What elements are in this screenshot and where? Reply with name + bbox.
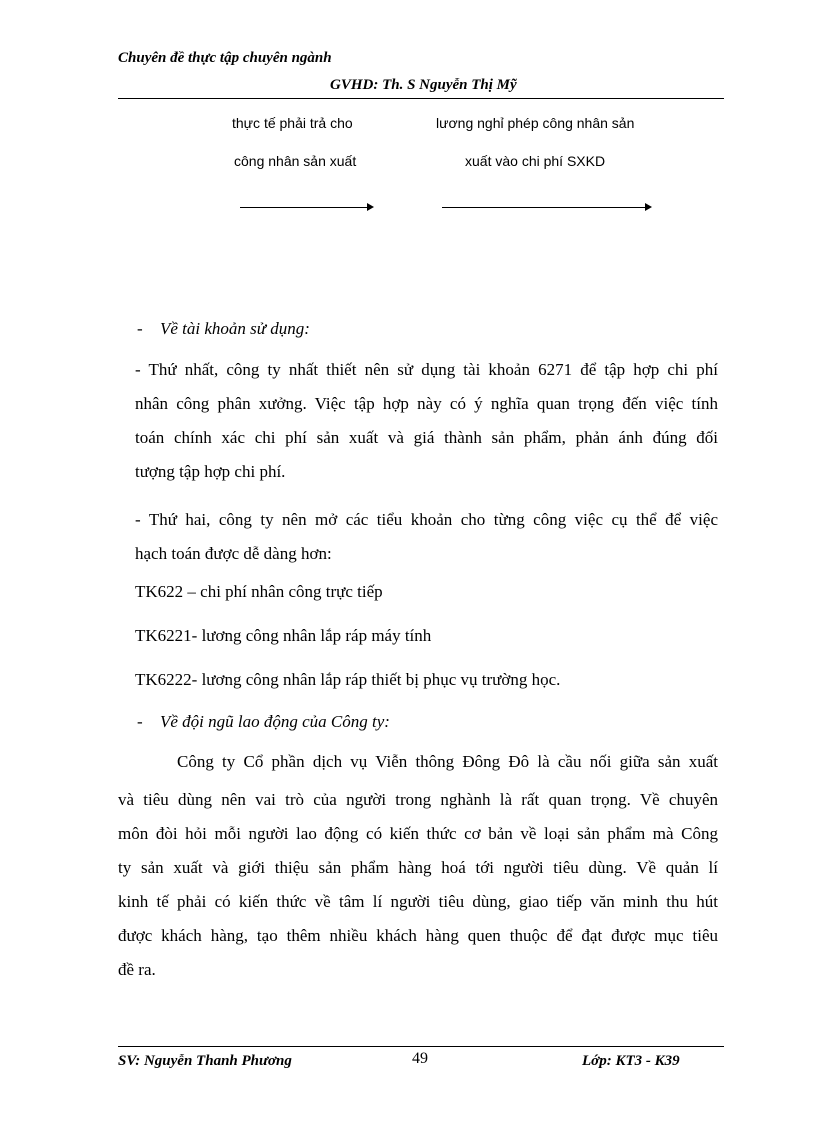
para3-line-3: môn đòi hỏi mỗi người lao động có kiến thức cơ bản về loại sản phẩm mà Công <box>118 824 718 843</box>
section2-heading: Về đội ngũ lao động của Công ty: <box>160 712 390 731</box>
section1-heading: Về tài khoản sử dụng: <box>160 319 310 338</box>
header-supervisor: GVHD: Th. S Nguyễn Thị Mỹ <box>330 77 517 93</box>
diagram-arrow-left <box>240 207 368 208</box>
header-rule <box>118 98 724 99</box>
diagram-right-text-line-1: lương nghỉ phép công nhân sản <box>436 115 635 131</box>
para1-line-4: tượng tập hợp chi phí. <box>135 462 286 481</box>
para3-line-1: Công ty Cổ phần dịch vụ Viễn thông Đông Đô là cầu nối giữa sản xuất <box>177 752 718 771</box>
diagram-arrow-right <box>442 207 646 208</box>
section2-bullet: - <box>137 712 143 731</box>
footer-student: SV: Nguyễn Thanh Phương <box>118 1053 292 1069</box>
section1-bullet: - <box>137 319 143 338</box>
para3-line-2: và tiêu dùng nên vai trò của người trong nghành là rất quan trọng. Về chuyên <box>118 790 718 809</box>
para1-line-3: toán chính xác chi phí sản xuất và giá thành sản phẩm, phản ánh đúng đối <box>135 428 718 447</box>
footer-class: Lớp: KT3 - K39 <box>582 1053 680 1069</box>
diagram-left-text-line-1: thực tế phải trả cho <box>232 115 353 131</box>
para3-line-5: kinh tế phải có kiến thức về tâm lí người tiêu dùng, giao tiếp văn minh thu hút <box>118 892 718 911</box>
diagram-right-text-line-2: xuất vào chi phí SXKD <box>465 153 606 169</box>
para1-line-1: - Thứ nhất, công ty nhất thiết nên sử dụng tài khoản 6271 để tập hợp chi phí <box>135 360 718 379</box>
account-item: TK6222- lương công nhân lắp ráp thiết bị phục vụ trường học. <box>135 670 561 689</box>
para3-line-6: được khách hàng, tạo thêm nhiều khách hàng quen thuộc để đạt được mục tiêu <box>118 926 718 945</box>
account-item: TK622 – chi phí nhân công trực tiếp <box>135 582 383 601</box>
footer-page-number: 49 <box>412 1050 428 1067</box>
para1-line-2: nhân công phân xưởng. Việc tập hợp này có ý nghĩa quan trọng đến việc tính <box>135 394 718 413</box>
header-course-title: Chuyên đề thực tập chuyên ngành <box>118 50 332 66</box>
footer-rule <box>118 1046 724 1047</box>
para2-line-2: hạch toán được dễ dàng hơn: <box>135 544 332 563</box>
diagram-left-text-line-2: công nhân sản xuất <box>234 153 357 169</box>
para3-line-7: đề ra. <box>118 960 156 979</box>
account-item: TK6221- lương công nhân lắp ráp máy tính <box>135 626 432 645</box>
para2-line-1: - Thứ hai, công ty nên mở các tiểu khoản cho từng công việc cụ thể để việc <box>135 510 718 529</box>
para3-line-4: ty sản xuất và giới thiệu sản phẩm hàng hoá tới người tiêu dùng. Về quản lí <box>118 858 718 877</box>
